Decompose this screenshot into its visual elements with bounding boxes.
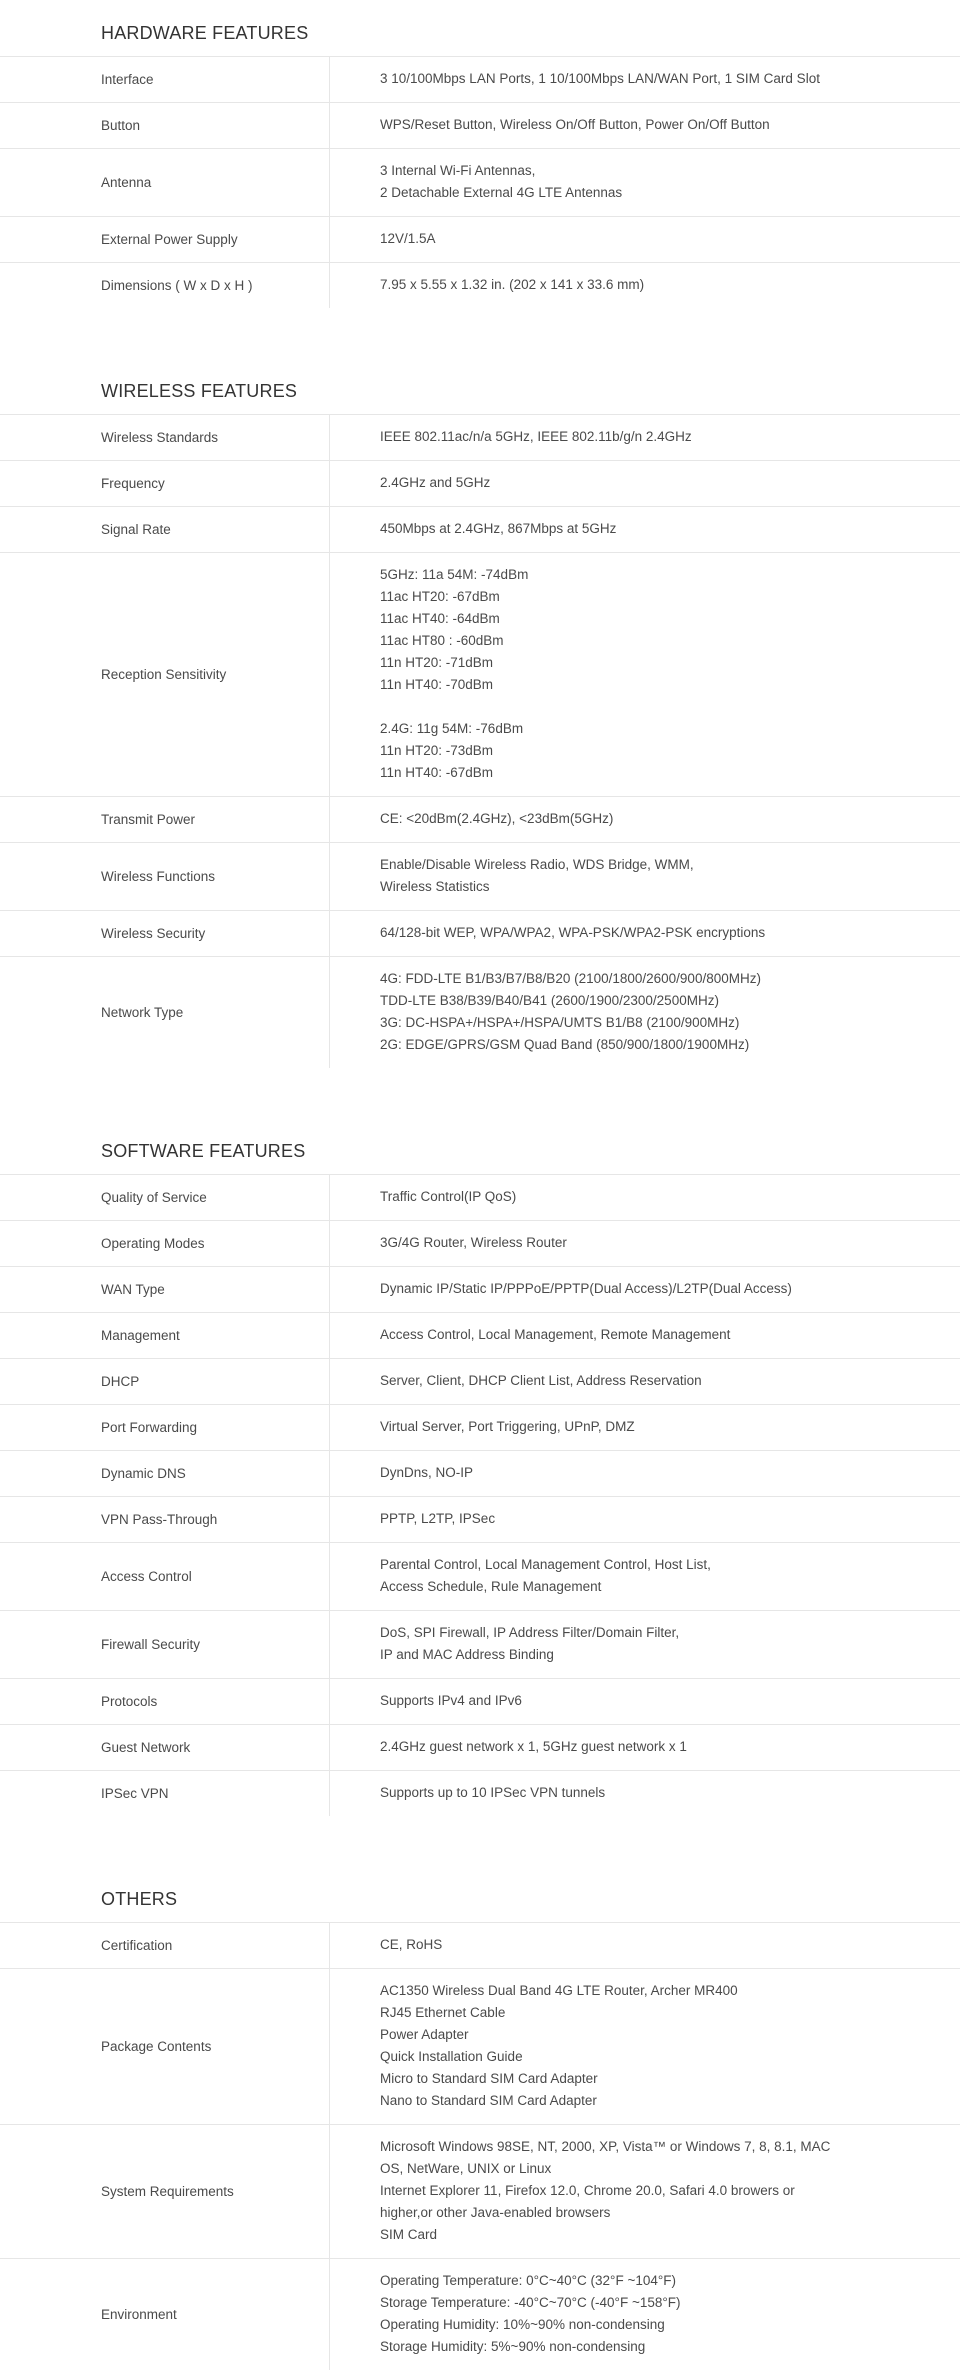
spec-value-line: IP and MAC Address Binding: [380, 1647, 554, 1662]
spec-value: [330, 797, 960, 842]
spec-value-line: 11n HT40: -67dBm: [380, 765, 494, 780]
section-gap: [0, 308, 960, 358]
spec-value-line: Micro to Standard SIM Card Adapter: [380, 2071, 598, 2086]
spec-label: DHCP: [0, 1359, 330, 1404]
spec-value: [330, 1497, 960, 1542]
spec-row: [0, 103, 960, 149]
spec-value: [330, 1771, 960, 1816]
spec-section: [0, 1866, 960, 2370]
spec-value: [330, 553, 960, 796]
spec-row: [0, 1405, 960, 1451]
spec-value-line: 4G: FDD-LTE B1/B3/B7/B8/B20 (2100/1800/2600/900/800MHz): [380, 971, 761, 986]
spec-label: Interface: [0, 57, 330, 102]
spec-section: [0, 1118, 960, 1866]
spec-value-line: DoS, SPI Firewall, IP Address Filter/Domain Filter,: [380, 1625, 680, 1640]
spec-value: [330, 1267, 960, 1312]
spec-row: [0, 957, 960, 1068]
spec-value-line: 12V/1.5A: [380, 231, 436, 246]
spec-value: [330, 149, 960, 216]
spec-value-line: 11ac HT20: -67dBm: [380, 589, 500, 604]
spec-value: [330, 1359, 960, 1404]
spec-value-line: Dynamic IP/Static IP/PPPoE/PPTP(Dual Access)/L2TP(Dual Access): [380, 1281, 792, 1296]
spec-value: [330, 911, 960, 956]
spec-row: [0, 1451, 960, 1497]
spec-value: [330, 843, 960, 910]
spec-value: [330, 1175, 960, 1220]
spec-value: [330, 1405, 960, 1450]
spec-value: [330, 1923, 960, 1968]
section-title: SOFTWARE FEATURES: [0, 1118, 960, 1175]
spec-label: Frequency: [0, 461, 330, 506]
spec-value-line: Storage Temperature: -40°C~70°C (-40°F ~158°F): [380, 2295, 681, 2310]
spec-value-line: 2G: EDGE/GPRS/GSM Quad Band (850/900/1800/1900MHz): [380, 1037, 750, 1052]
spec-label: Guest Network: [0, 1725, 330, 1770]
spec-label: Network Type: [0, 957, 330, 1068]
spec-value: [330, 103, 960, 148]
section-gap: [0, 1068, 960, 1118]
section-gap: [0, 1816, 960, 1866]
section-title: OTHERS: [0, 1866, 960, 1923]
spec-value-line: 11n HT20: -73dBm: [380, 743, 494, 758]
spec-row: [0, 797, 960, 843]
spec-row: [0, 2259, 960, 2370]
spec-row: [0, 1313, 960, 1359]
spec-label: Dynamic DNS: [0, 1451, 330, 1496]
spec-value: [330, 217, 960, 262]
spec-label: Quality of Service: [0, 1175, 330, 1220]
spec-value-line: 2.4GHz guest network x 1, 5GHz guest network x 1: [380, 1739, 687, 1754]
spec-label: Transmit Power: [0, 797, 330, 842]
spec-row: [0, 415, 960, 461]
spec-value-line: 11n HT40: -70dBm: [380, 677, 494, 692]
spec-label: Button: [0, 103, 330, 148]
spec-table: [0, 1175, 960, 1816]
spec-row: [0, 1771, 960, 1816]
spec-label: System Requirements: [0, 2125, 330, 2258]
spec-value-line: Quick Installation Guide: [380, 2049, 523, 2064]
spec-row: [0, 1923, 960, 1969]
spec-table: [0, 1923, 960, 2370]
spec-row: [0, 1359, 960, 1405]
spec-value: [330, 1611, 960, 1678]
spec-value: [330, 57, 960, 102]
spec-value-line: PPTP, L2TP, IPSec: [380, 1511, 496, 1526]
spec-value-line: 11ac HT40: -64dBm: [380, 611, 500, 626]
spec-row: [0, 1725, 960, 1771]
spec-label: Wireless Functions: [0, 843, 330, 910]
spec-value: [330, 2259, 960, 2370]
spec-value-line: higher,or other Java-enabled browsers: [380, 2205, 611, 2220]
spec-value-line: OS, NetWare, UNIX or Linux: [380, 2161, 552, 2176]
spec-value: [330, 507, 960, 552]
spec-row: [0, 1175, 960, 1221]
spec-value-line: [380, 696, 870, 718]
spec-label: Package Contents: [0, 1969, 330, 2124]
spec-value: [330, 1543, 960, 1610]
spec-value-line: 3 Internal Wi-Fi Antennas,: [380, 163, 536, 178]
spec-value: [330, 1313, 960, 1358]
spec-section: [0, 0, 960, 358]
spec-label: Operating Modes: [0, 1221, 330, 1266]
spec-label: Wireless Standards: [0, 415, 330, 460]
spec-row: [0, 507, 960, 553]
spec-value-line: Server, Client, DHCP Client List, Address Reservation: [380, 1373, 702, 1388]
section-title: WIRELESS FEATURES: [0, 358, 960, 415]
spec-value-line: 11n HT20: -71dBm: [380, 655, 494, 670]
spec-row: [0, 1679, 960, 1725]
spec-value-line: 7.95 x 5.55 x 1.32 in. (202 x 141 x 33.6 mm): [380, 277, 645, 292]
spec-value-line: Power Adapter: [380, 2027, 469, 2042]
spec-value: [330, 1451, 960, 1496]
spec-label: Dimensions ( W x D x H ): [0, 263, 330, 308]
spec-row: [0, 1497, 960, 1543]
spec-row: [0, 1221, 960, 1267]
spec-value: [330, 1725, 960, 1770]
spec-value-line: 2.4G: 11g 54M: -76dBm: [380, 721, 524, 736]
spec-table: [0, 415, 960, 1068]
spec-value: [330, 263, 960, 308]
spec-row: [0, 461, 960, 507]
spec-value-line: 3 10/100Mbps LAN Ports, 1 10/100Mbps LAN/WAN Port, 1 SIM Card Slot: [380, 71, 820, 86]
spec-row: [0, 57, 960, 103]
spec-value-line: 3G: DC-HSPA+/HSPA+/HSPA/UMTS B1/B8 (2100/900MHz): [380, 1015, 740, 1030]
spec-label: Management: [0, 1313, 330, 1358]
spec-value: [330, 1679, 960, 1724]
spec-value-line: Storage Humidity: 5%~90% non-condensing: [380, 2339, 646, 2354]
spec-label: Port Forwarding: [0, 1405, 330, 1450]
spec-value-line: CE, RoHS: [380, 1937, 443, 1952]
spec-value-line: Supports IPv4 and IPv6: [380, 1693, 522, 1708]
spec-row: [0, 149, 960, 217]
spec-row: [0, 1611, 960, 1679]
spec-row: [0, 2125, 960, 2259]
spec-value-line: RJ45 Ethernet Cable: [380, 2005, 506, 2020]
spec-label: Protocols: [0, 1679, 330, 1724]
spec-value-line: SIM Card: [380, 2227, 438, 2242]
spec-row: [0, 1267, 960, 1313]
spec-row: [0, 1969, 960, 2125]
spec-value-line: Access Schedule, Rule Management: [380, 1579, 602, 1594]
spec-row: [0, 1543, 960, 1611]
spec-section: [0, 358, 960, 1118]
spec-value-line: Supports up to 10 IPSec VPN tunnels: [380, 1785, 606, 1800]
spec-value-line: Traffic Control(IP QoS): [380, 1189, 517, 1204]
spec-value-line: 11ac HT80 : -60dBm: [380, 633, 504, 648]
spec-value: [330, 957, 960, 1068]
spec-value-line: 5GHz: 11a 54M: -74dBm: [380, 567, 529, 582]
spec-value-line: Virtual Server, Port Triggering, UPnP, DMZ: [380, 1419, 635, 1434]
spec-label: Certification: [0, 1923, 330, 1968]
spec-value: [330, 1221, 960, 1266]
section-title: HARDWARE FEATURES: [0, 0, 960, 57]
spec-label: Environment: [0, 2259, 330, 2370]
spec-row: [0, 217, 960, 263]
spec-value-line: Enable/Disable Wireless Radio, WDS Bridge, WMM,: [380, 857, 694, 872]
spec-value: [330, 2125, 960, 2258]
spec-value: [330, 415, 960, 460]
spec-value-line: 3G/4G Router, Wireless Router: [380, 1235, 567, 1250]
spec-row: [0, 843, 960, 911]
spec-row: [0, 911, 960, 957]
spec-label: Reception Sensitivity: [0, 553, 330, 796]
spec-value-line: TDD-LTE B38/B39/B40/B41 (2600/1900/2300/2500MHz): [380, 993, 719, 1008]
spec-value-line: IEEE 802.11ac/n/a 5GHz, IEEE 802.11b/g/n 2.4GHz: [380, 429, 692, 444]
spec-label: Antenna: [0, 149, 330, 216]
spec-value-line: Microsoft Windows 98SE, NT, 2000, XP, Vista™ or Windows 7, 8, 8.1, MAC: [380, 2139, 831, 2154]
spec-table: [0, 57, 960, 308]
spec-value-line: 450Mbps at 2.4GHz, 867Mbps at 5GHz: [380, 521, 617, 536]
spec-value: [330, 461, 960, 506]
spec-value-line: Operating Humidity: 10%~90% non-condensing: [380, 2317, 665, 2332]
spec-value-line: Parental Control, Local Management Control, Host List,: [380, 1557, 711, 1572]
spec-label: WAN Type: [0, 1267, 330, 1312]
spec-value-line: Access Control, Local Management, Remote Management: [380, 1327, 731, 1342]
spec-value-line: Internet Explorer 11, Firefox 12.0, Chrome 20.0, Safari 4.0 browers or: [380, 2183, 795, 2198]
spec-value-line: Wireless Statistics: [380, 879, 490, 894]
spec-label: VPN Pass-Through: [0, 1497, 330, 1542]
spec-label: Access Control: [0, 1543, 330, 1610]
spec-value: [330, 1969, 960, 2124]
spec-label: Wireless Security: [0, 911, 330, 956]
spec-value-line: DynDns, NO-IP: [380, 1465, 474, 1480]
spec-value-line: 2 Detachable External 4G LTE Antennas: [380, 185, 623, 200]
spec-label: Firewall Security: [0, 1611, 330, 1678]
spec-value-line: Operating Temperature: 0°C~40°C (32°F ~104°F): [380, 2273, 676, 2288]
spec-label: Signal Rate: [0, 507, 330, 552]
spec-value-line: CE: <20dBm(2.4GHz), <23dBm(5GHz): [380, 811, 614, 826]
spec-value-line: WPS/Reset Button, Wireless On/Off Button, Power On/Off Button: [380, 117, 770, 132]
spec-value-line: Nano to Standard SIM Card Adapter: [380, 2093, 597, 2108]
spec-label: External Power Supply: [0, 217, 330, 262]
spec-row: [0, 263, 960, 308]
spec-label: IPSec VPN: [0, 1771, 330, 1816]
spec-value-line: AC1350 Wireless Dual Band 4G LTE Router, Archer MR400: [380, 1983, 738, 1998]
spec-value-line: 64/128-bit WEP, WPA/WPA2, WPA-PSK/WPA2-PSK encryptions: [380, 925, 766, 940]
spec-row: [0, 553, 960, 797]
spec-value-line: 2.4GHz and 5GHz: [380, 475, 491, 490]
